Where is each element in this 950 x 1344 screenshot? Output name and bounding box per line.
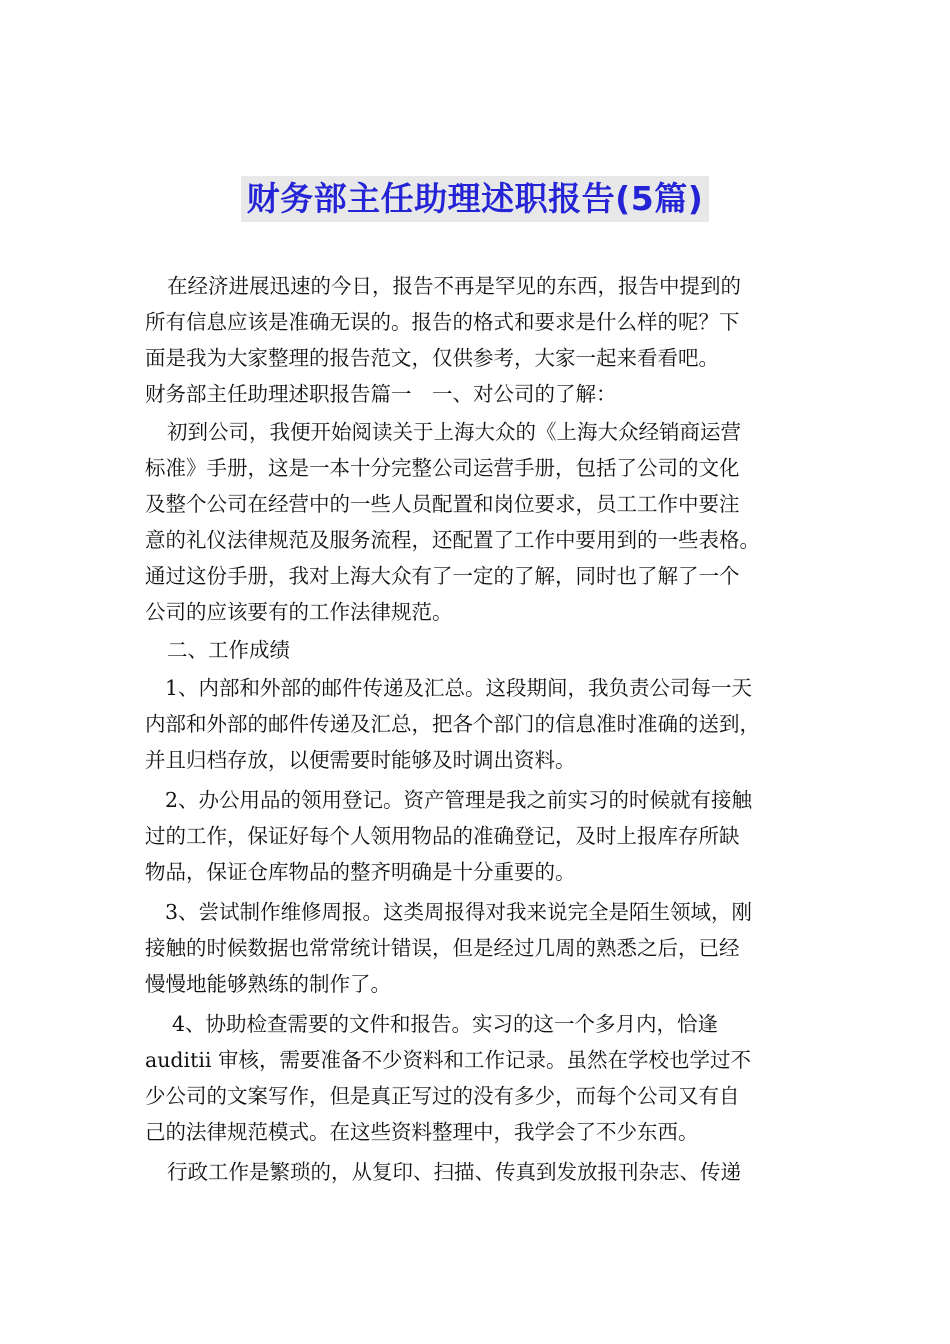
paragraph-line: 内部和外部的邮件传递及汇总，把各个部门的信息准时准确的送到， xyxy=(145,712,760,736)
paragraph-line: 所有信息应该是准确无误的。报告的格式和要求是什么样的呢？下 xyxy=(145,310,740,334)
paragraph-line: 过的工作，保证好每个人领用物品的准确登记，及时上报库存所缺 xyxy=(145,824,740,848)
paragraph-line: 并且归档存放，以便需要时能够及时调出资料。 xyxy=(145,748,576,772)
title-container xyxy=(0,176,950,222)
paragraph-line: 2、办公用品的领用登记。资产管理是我之前实习的时候就有接触 xyxy=(165,788,753,812)
paragraph-line: 物品，保证仓库物品的整齐明确是十分重要的。 xyxy=(145,860,576,884)
paragraph-line: 少公司的文案写作，但是真正写过的没有多少，而每个公司又有自 xyxy=(145,1084,740,1108)
paragraph-line: 公司的应该要有的工作法律规范。 xyxy=(145,600,453,624)
document-title: 财务部主任助理述职报告(5篇) xyxy=(241,176,710,222)
paragraph-line: 通过这份手册，我对上海大众有了一定的了解，同时也了解了一个 xyxy=(145,564,740,588)
paragraph-line: auditⅱ 审核，需要准备不少资料和工作记录。虽然在学校也学过不 xyxy=(145,1048,751,1072)
paragraph-line: 在经济进展迅速的今日，报告不再是罕见的东西，报告中提到的 xyxy=(167,274,741,298)
paragraph-line: 二、工作成绩 xyxy=(167,638,290,662)
paragraph-line: 4、协助检查需要的文件和报告。实习的这一个多月内，恰逢 xyxy=(172,1012,719,1036)
paragraph-line: 3、尝试制作维修周报。这类周报得对我来说完全是陌生领域，刚 xyxy=(165,900,753,924)
paragraph-line: 接触的时候数据也常常统计错误，但是经过几周的熟悉之后，已经 xyxy=(145,936,740,960)
paragraph-line: 及整个公司在经营中的一些人员配置和岗位要求，员工工作中要注 xyxy=(145,492,740,516)
paragraph-line: 面是我为大家整理的报告范文，仅供参考，大家一起来看看吧。 xyxy=(145,346,719,370)
paragraph-line: 1、内部和外部的邮件传递及汇总。这段期间，我负责公司每一天 xyxy=(165,676,753,700)
paragraph-line: 标准》手册，这是一本十分完整公司运营手册，包括了公司的文化 xyxy=(145,456,740,480)
paragraph-line: 初到公司，我便开始阅读关于上海大众的《上海大众经销商运营 xyxy=(167,420,741,444)
paragraph-line: 财务部主任助理述职报告篇一 一、对公司的了解： xyxy=(145,382,617,406)
paragraph-line: 慢慢地能够熟练的制作了。 xyxy=(145,972,391,996)
document-body xyxy=(145,268,815,1190)
paragraph-line: 己的法律规范模式。在这些资料整理中，我学会了不少东西。 xyxy=(145,1120,699,1144)
paragraph-line: 意的礼仪法律规范及服务流程，还配置了工作中要用到的一些表格。 xyxy=(145,528,760,552)
paragraph-line: 行政工作是繁琐的，从复印、扫描、传真到发放报刊杂志、传递 xyxy=(167,1160,741,1184)
